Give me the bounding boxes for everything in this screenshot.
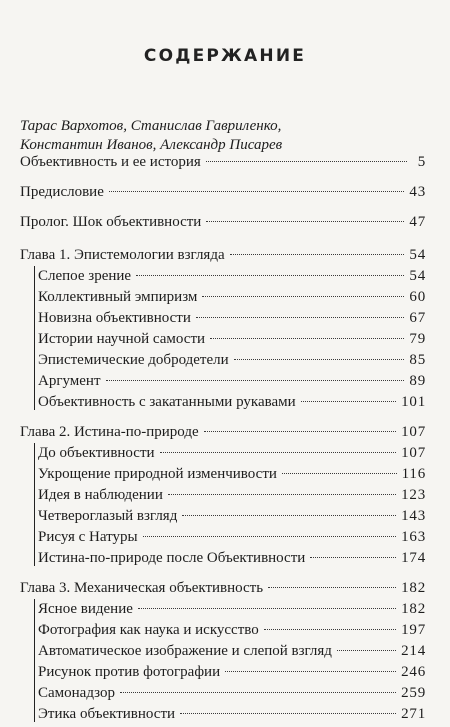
dot-leader: [136, 275, 404, 276]
toc-section-label: Ясное видение: [38, 601, 133, 617]
toc-section-label: Слепое зрение: [38, 268, 132, 284]
toc-section-label: Автоматическое изображение и слепой взгляд: [38, 643, 332, 659]
toc-section-page: 214: [401, 643, 426, 659]
dot-leader: [210, 338, 404, 339]
dot-leader: [180, 713, 396, 714]
toc-section-label: До объективности: [38, 445, 155, 461]
toc-section[interactable]: [20, 308, 426, 329]
toc-section-page: 143: [401, 508, 426, 524]
toc-section-page: 85: [409, 352, 426, 368]
toc-section[interactable]: [20, 662, 426, 683]
toc-section-label: Эпистемические добродетели: [38, 352, 229, 368]
toc-section[interactable]: [20, 392, 426, 413]
toc-entry-page: 47: [409, 214, 426, 230]
toc-section-label: Объективность с закатанными рукавами: [38, 394, 296, 410]
toc-chapter-2: [20, 422, 426, 569]
toc-chapter-heading[interactable]: [20, 422, 426, 443]
dot-leader: [138, 608, 396, 609]
toc-section-page: 246: [401, 664, 426, 680]
toc-section[interactable]: [20, 266, 426, 287]
toc-section-page: 259: [401, 685, 426, 701]
toc-section-page: 116: [401, 466, 426, 482]
toc-section-page: 163: [401, 529, 426, 545]
toc-section-label: Укрощение природной изменчивости: [38, 466, 277, 482]
toc-section-page: 79: [409, 331, 426, 347]
toc-section-label: Этика объективности: [38, 706, 176, 722]
toc-chapter-3: [20, 578, 426, 725]
toc-entry-page: 5: [417, 154, 426, 170]
dot-leader: [268, 587, 396, 588]
dot-leader: [143, 536, 397, 537]
toc-section-page: 89: [409, 373, 426, 389]
toc-entry-label: Глава 3. Механическая объективность: [20, 580, 264, 596]
toc-section-label: Четвероглазый взгляд: [38, 508, 178, 524]
authors-line-1: Тарас Вархотов, Станислав Гавриленко,: [20, 118, 282, 134]
toc-section[interactable]: [20, 350, 426, 371]
toc-section[interactable]: [20, 464, 426, 485]
toc-section[interactable]: [20, 506, 426, 527]
toc-entry-label: Предисловие: [20, 184, 104, 200]
dot-leader: [310, 557, 396, 558]
toc-entry-label: Глава 1. Эпистемологии взгляда: [20, 247, 225, 263]
dot-leader: [106, 380, 405, 381]
toc-entry-label: Глава 2. Истина-по-природе: [20, 424, 199, 440]
dot-leader: [337, 650, 396, 651]
toc-section-page: 174: [401, 550, 426, 566]
toc-section[interactable]: [20, 620, 426, 641]
toc-entry-preface[interactable]: [20, 182, 426, 203]
toc-section[interactable]: [20, 704, 426, 725]
toc-entry-page: 54: [409, 247, 426, 263]
toc-entry-page: 182: [401, 580, 426, 596]
toc-section[interactable]: [20, 329, 426, 350]
dot-leader: [225, 671, 396, 672]
toc-section-label: Аргумент: [38, 373, 101, 389]
toc-section-label: Новизна объективности: [38, 310, 191, 326]
dot-leader: [168, 494, 396, 495]
toc-section[interactable]: [20, 527, 426, 548]
toc-section[interactable]: [20, 485, 426, 506]
page-title: СОДЕРЖАНИЕ: [143, 46, 307, 66]
toc-section[interactable]: [20, 287, 426, 308]
dot-leader: [206, 161, 407, 162]
toc-section[interactable]: [20, 443, 426, 464]
toc-chapter-heading[interactable]: [20, 245, 426, 266]
dot-leader: [120, 692, 396, 693]
toc-section-page: 67: [409, 310, 426, 326]
toc-section-page: 54: [409, 268, 426, 284]
toc-chapter-heading[interactable]: [20, 578, 426, 599]
toc-section-page: 197: [401, 622, 426, 638]
toc-section[interactable]: [20, 599, 426, 620]
toc-entry-page: 107: [401, 424, 426, 440]
dot-leader: [196, 317, 405, 318]
toc-section-page: 182: [401, 601, 426, 617]
toc-entry-intro[interactable]: [20, 152, 426, 173]
dot-leader: [282, 473, 397, 474]
dot-leader: [206, 221, 404, 222]
toc-section-label: Идея в наблюдении: [38, 487, 163, 503]
authors-line-2: Константин Иванов, Александр Писарев: [20, 137, 283, 153]
toc-entry-prologue[interactable]: [20, 212, 426, 233]
dot-leader: [264, 629, 396, 630]
dot-leader: [182, 515, 396, 516]
table-of-contents: [20, 152, 426, 725]
dot-leader: [160, 452, 397, 453]
dot-leader: [109, 191, 405, 192]
toc-section[interactable]: [20, 548, 426, 569]
toc-entry-page: 43: [409, 184, 426, 200]
dot-leader: [230, 254, 405, 255]
toc-section-label: Истина-по-природе после Объективности: [38, 550, 306, 566]
toc-section-page: 107: [401, 445, 426, 461]
toc-section-label: Самонадзор: [38, 685, 115, 701]
toc-section-label: Коллективный эмпиризм: [38, 289, 198, 305]
authors: [20, 117, 430, 155]
toc-entry-label: Пролог. Шок объективности: [20, 214, 202, 230]
toc-section-label: Фотография как наука и искусство: [38, 622, 259, 638]
dot-leader: [301, 401, 396, 402]
toc-section-page: 271: [401, 706, 426, 722]
toc-section-page: 101: [401, 394, 426, 410]
toc-section-page: 60: [409, 289, 426, 305]
toc-chapter-1: [20, 245, 426, 413]
dot-leader: [204, 431, 396, 432]
dot-leader: [234, 359, 405, 360]
toc-section-label: Рисунок против фотографии: [38, 664, 221, 680]
toc-entry-label: Объективность и ее история: [20, 154, 201, 170]
toc-section-label: Истории научной самости: [38, 331, 206, 347]
toc-section[interactable]: [20, 641, 426, 662]
toc-section[interactable]: [20, 683, 426, 704]
toc-section-page: 123: [401, 487, 426, 503]
toc-section-label: Рисуя с Натуры: [38, 529, 138, 545]
toc-section[interactable]: [20, 371, 426, 392]
dot-leader: [202, 296, 404, 297]
